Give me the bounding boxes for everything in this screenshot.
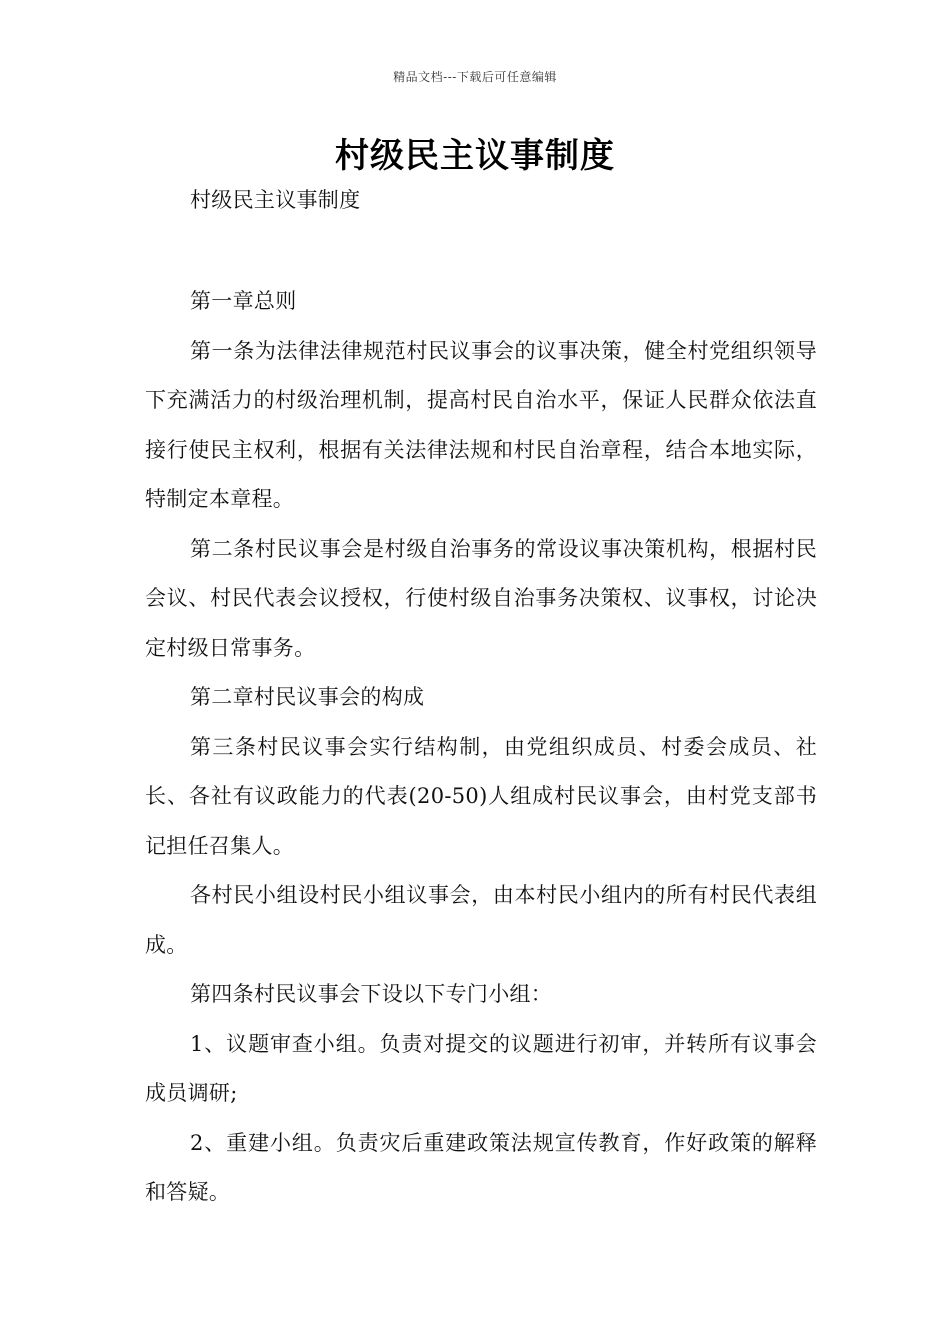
- article-4: 第四条村民议事会下设以下专门小组：: [190, 982, 553, 1006]
- chapter-heading-2: 第二章村民议事会的构成: [190, 685, 425, 709]
- header-note: 精品文档---下载后可任意编辑: [393, 70, 557, 84]
- article-1: 第一条为法律法律规范村民议事会的议事决策，健全村党组织领导下充满活力的村级治理机制，提高村民自治水平，保证人民群众依法直接行使民主权利，根据有关法律法规和村民自治章程，结合本地实际，特制定本章程。: [145, 338, 817, 511]
- document-body: [145, 277, 817, 1218]
- document-subtitle: 村级民主议事制度: [190, 188, 361, 212]
- paragraph-group-council: 各村民小组设村民小组议事会，由本村民小组内的所有村民代表组成。: [145, 883, 817, 957]
- chapter-heading-1: 第一章总则: [190, 289, 297, 313]
- article-2: 第二条村民议事会是村级自治事务的常设议事决策机构，根据村民会议、村民代表会议授权，行使村级自治事务决策权、议事权，讨论决定村级日常事务。: [145, 536, 817, 660]
- list-item-2: 2、重建小组。负责灾后重建政策法规宣传教育，作好政策的解释和答疑。: [145, 1130, 817, 1204]
- article-3: 第三条村民议事会实行结构制，由党组织成员、村委会成员、社长、各社有议政能力的代表(20-50)人组成村民议事会，由村党支部书记担任召集人。: [145, 734, 817, 858]
- document-title: 村级民主议事制度: [335, 136, 615, 176]
- list-item-1: 1、议题审查小组。负责对提交的议题进行初审，并转所有议事会成员调研;: [145, 1031, 817, 1105]
